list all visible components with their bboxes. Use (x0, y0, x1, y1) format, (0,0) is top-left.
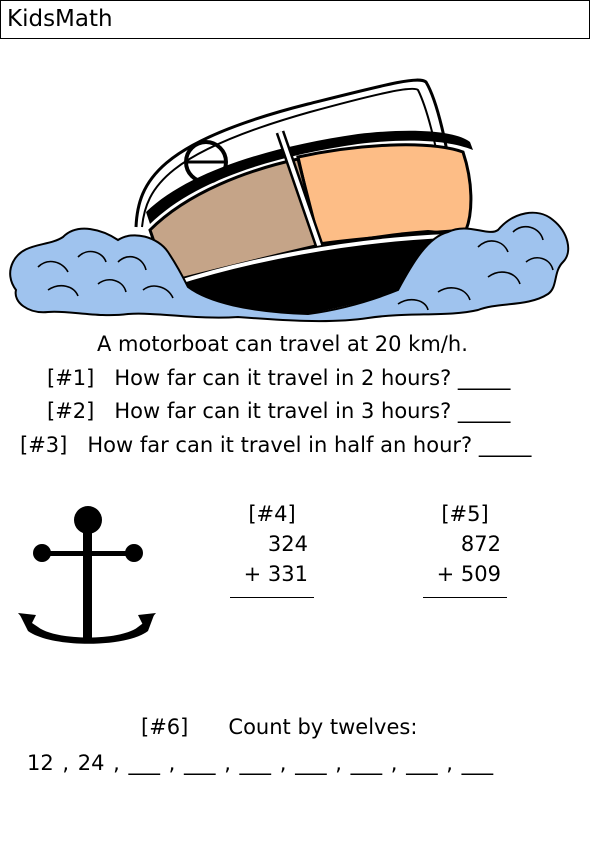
question-2-number: [#2] (47, 399, 95, 423)
cabin-panel (298, 145, 471, 244)
motorboat-illustration (8, 62, 578, 324)
problem-4 (230, 502, 314, 598)
counting-heading (141, 715, 417, 739)
question-1 (47, 366, 510, 390)
question-3-text: How far can it travel in half an hour? _____ (87, 433, 532, 457)
question-3 (20, 433, 531, 457)
counting-label: [#6] (141, 715, 189, 739)
anchor-icon (16, 503, 156, 648)
question-3-number: [#3] (20, 433, 68, 457)
problem-4-bottom: + 331 (243, 562, 308, 586)
question-1-text: How far can it travel in 2 hours? _____ (114, 366, 511, 390)
problem-5-bottom: + 509 (436, 562, 501, 586)
counting-instruction: Count by twelves: (228, 715, 418, 739)
problem-5-top: 872 (460, 532, 501, 556)
app-title: KidsMath (7, 6, 113, 32)
problem-4-top: 324 (267, 532, 308, 556)
problem-5-answer-line (423, 597, 507, 598)
question-1-number: [#1] (47, 366, 95, 390)
problem-4-label: [#4] (248, 502, 296, 526)
story-intro: A motorboat can travel at 20 km/h. (97, 332, 468, 356)
problem-5 (423, 502, 507, 598)
app-header (0, 0, 590, 39)
question-2-text: How far can it travel in 3 hours? _____ (114, 399, 511, 423)
problem-5-label: [#5] (441, 502, 489, 526)
counting-sequence: 12 , 24 , ___ , ___ , ___ , ___ , ___ , ___ , ___ (27, 751, 494, 775)
question-2 (47, 399, 510, 423)
problem-4-answer-line (230, 597, 314, 598)
